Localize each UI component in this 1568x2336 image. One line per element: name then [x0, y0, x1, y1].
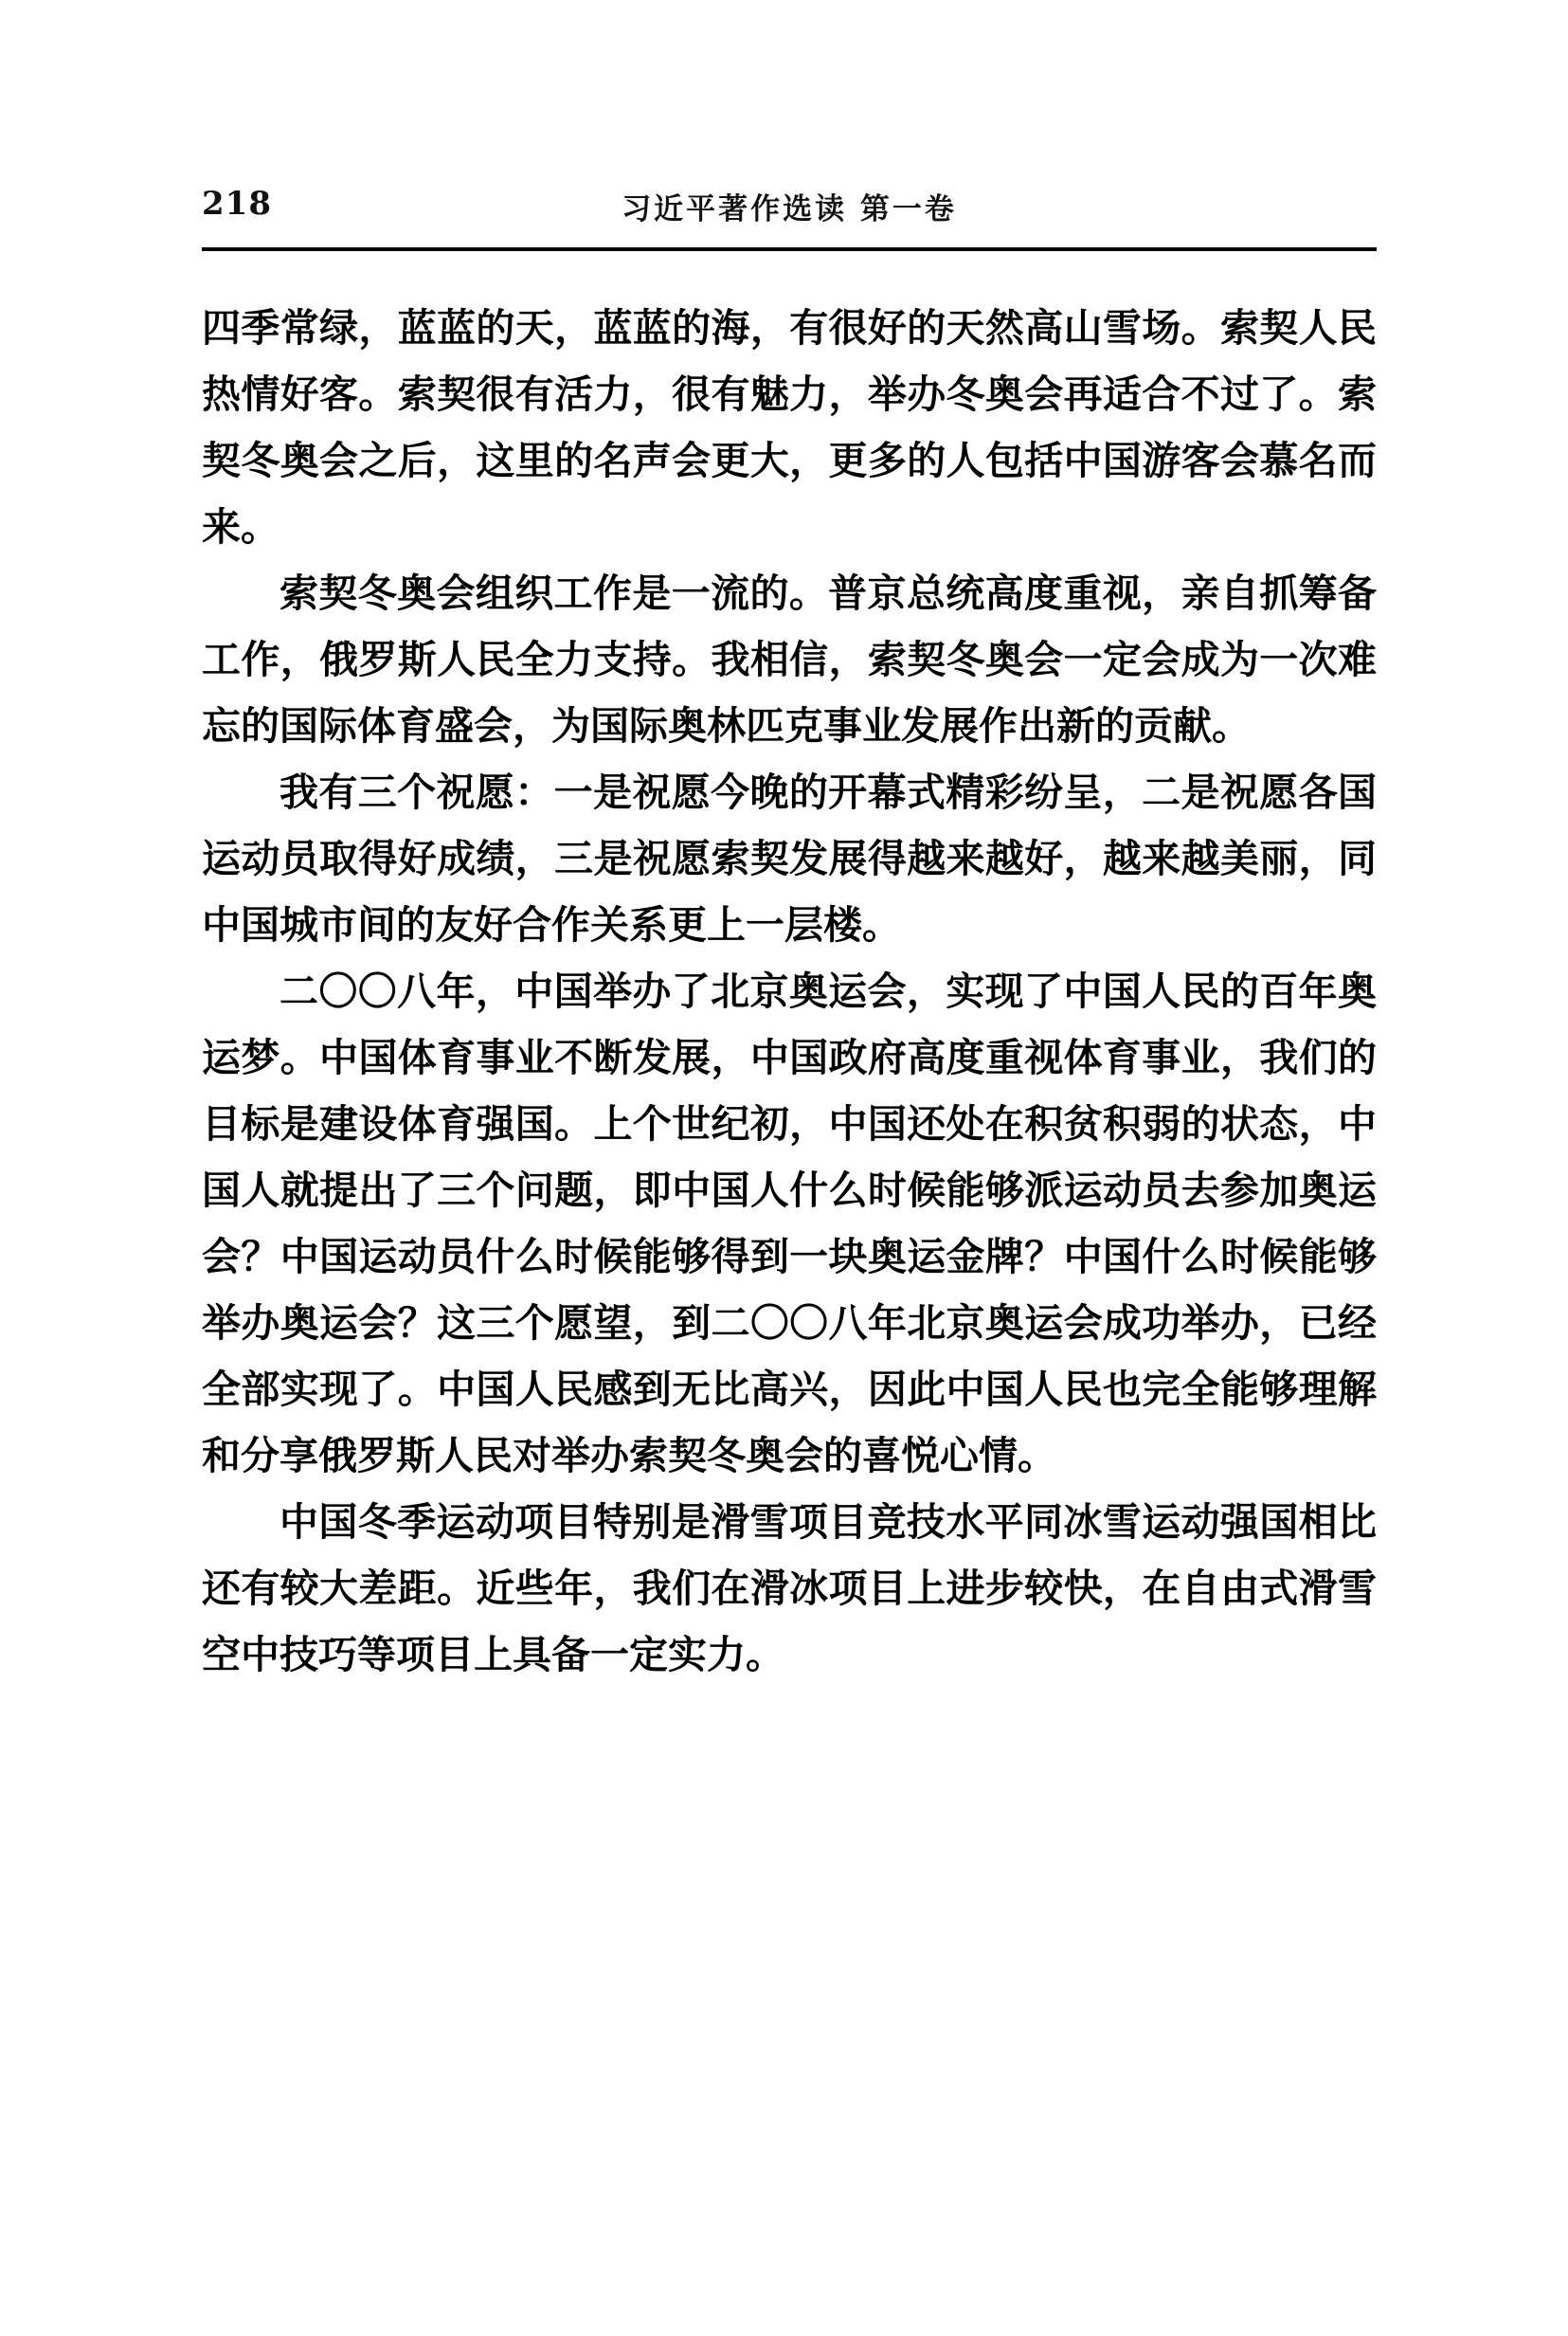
- paragraph-3: 我有三个祝愿：一是祝愿今晚的开幕式精彩纷呈，二是祝愿各国运动员取得好成绩，三是祝愿索契发展得越来越好，越来越美丽，同中国城市间的友好合作关系更上一层楼。: [202, 770, 1377, 948]
- running-title: 习近平著作选读 第一卷: [622, 192, 957, 226]
- paragraph-4: 二〇〇八年，中国举办了北京奥运会，实现了中国人民的百年奥运梦。中国体育事业不断发展，中国政府高度重视体育事业，我们的目标是建设体育强国。上个世纪初，中国还处在积贫积弱的状态，中国人就提出了三个问题，即中国人什么时候能够派运动员去参加奥运会？中国运动员什么时候能够得到一块奥运金牌？中国什么时候能够举办奥运会？这三个愿望，到二〇〇八年北京奥运会成功举办，已经全部实现了。中国人民感到无比高兴，因此中国人民也完全能够理解和分享俄罗斯人民对举办索契冬奥会的喜悦心情。: [202, 969, 1377, 1478]
- paragraph-2: 索契冬奥会组织工作是一流的。普京总统高度重视，亲自抓筹备工作，俄罗斯人民全力支持。我相信，索契冬奥会一定会成为一次难忘的国际体育盛会，为国际奥林匹克事业发展作出新的贡献。: [202, 570, 1377, 749]
- paragraph-5: 中国冬季运动项目特别是滑雪项目竞技水平同冰雪运动强国相比还有较大差距。近些年，我们在滑冰项目上进步较快，在自由式滑雪空中技巧等项目上具备一定实力。: [202, 1499, 1377, 1677]
- header-rule: [202, 247, 1377, 251]
- page-header: [202, 185, 1377, 238]
- paragraph-1: 四季常绿，蓝蓝的天，蓝蓝的海，有很好的天然高山雪场。索契人民热情好客。索契很有活力，很有魅力，举办冬奥会再适合不过了。索契冬奥会之后，这里的名声会更大，更多的人包括中国游客会慕名而来。: [202, 305, 1377, 550]
- page-content: [202, 185, 1377, 1688]
- body-text: [202, 295, 1377, 1688]
- page-number: 218: [202, 185, 272, 223]
